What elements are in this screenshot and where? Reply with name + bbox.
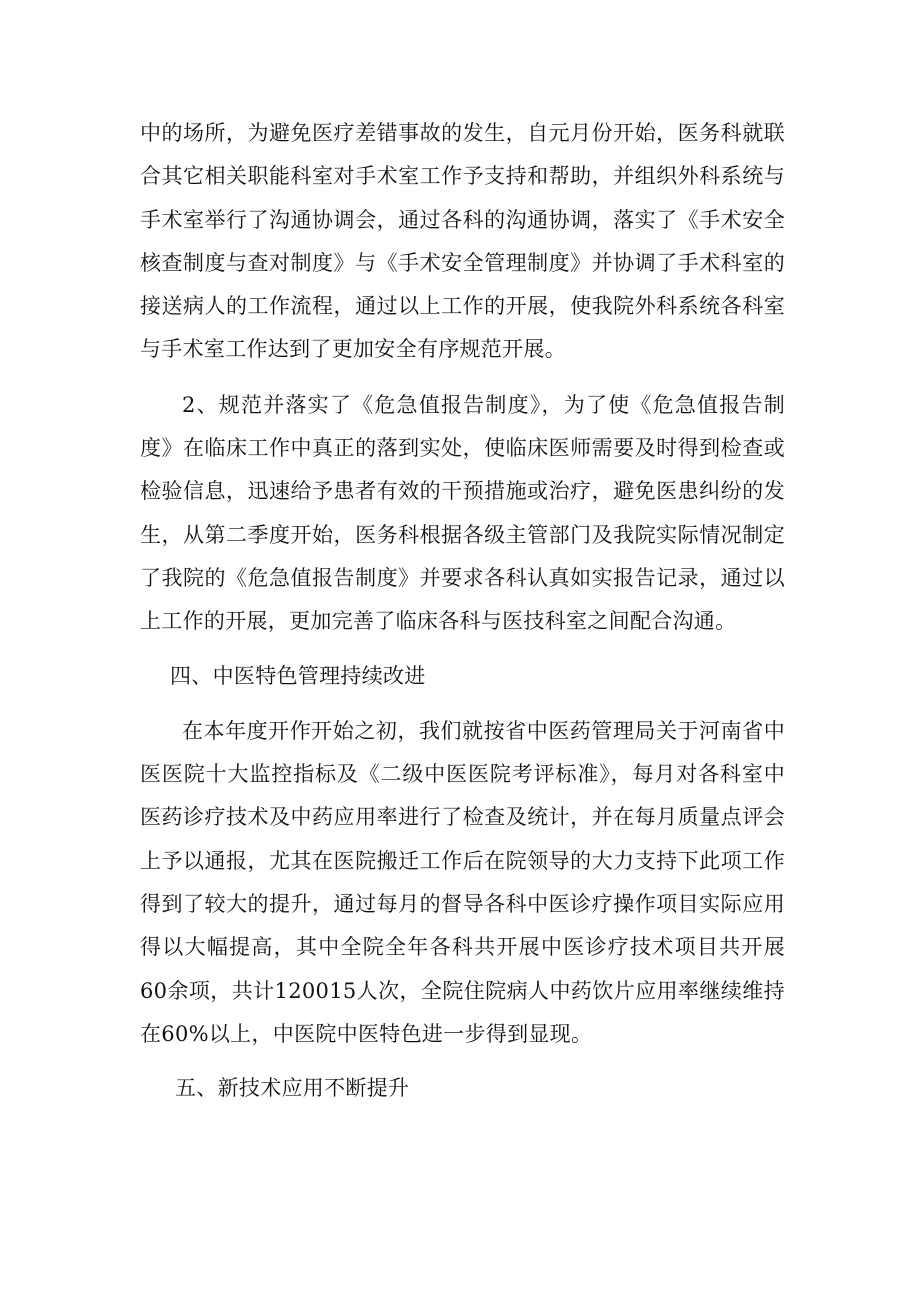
document-body bbox=[140, 112, 785, 1111]
paragraph-continued: 中的场所，为避免医疗差错事故的发生，自元月份开始，医务科就联合其它相关职能科室对手术室工作予支持和帮助，并组织外科系统与手术室举行了沟通协调会，通过各科的沟通协调，落实了《手术安全核查制度与查对制度》与《手术安全管理制度》并协调了手术科室的接送病人的工作流程，通过以上工作的开展，使我院外科系统各科室与手术室工作达到了更加安全有序规范开展。 bbox=[140, 121, 785, 362]
section-heading-tcm: 四、中医特色管理持续改进 bbox=[170, 663, 426, 688]
paragraph-critical-value-report: 2、规范并落实了《危急值报告制度》，为了使《危急值报告制度》在临床工作中真正的落到实处，使临床医师需要及时得到检查或检验信息，迅速给予患者有效的干预措施或治疗，避免医患纠纷的发生，从第二季度开始，医务科根据各级主管部门及我院实际情况制定了我院的《危急值报告制度》并要求各科认真如实报告记录，通过以上工作的开展，更加完善了临床各科与医技科室之间配合沟通。 bbox=[140, 392, 785, 634]
paragraph-tcm-improvement: 在本年度开作开始之初，我们就按省中医药管理局关于河南省中医医院十大监控指标及《二级中医医院考评标准》，每月对各科室中医药诊疗技术及中药应用率进行了检查及统计，并在每月质量点评会上予以通报，尤其在医院搬迁工作后在院领导的大力支持下此项工作得到了较大的提升，通过每月的督导各科中医诊疗操作项目实际应用得以大幅提高，其中全院全年各科共开展中医诊疗技术项目共开展60余项，共计120015人次，全院住院病人中药饮片应用率继续维持在60%以上，中医院中医特色进一步得到显现。 bbox=[140, 718, 785, 1046]
section-heading-new-tech: 五、新技术应用不断提升 bbox=[175, 1076, 410, 1101]
